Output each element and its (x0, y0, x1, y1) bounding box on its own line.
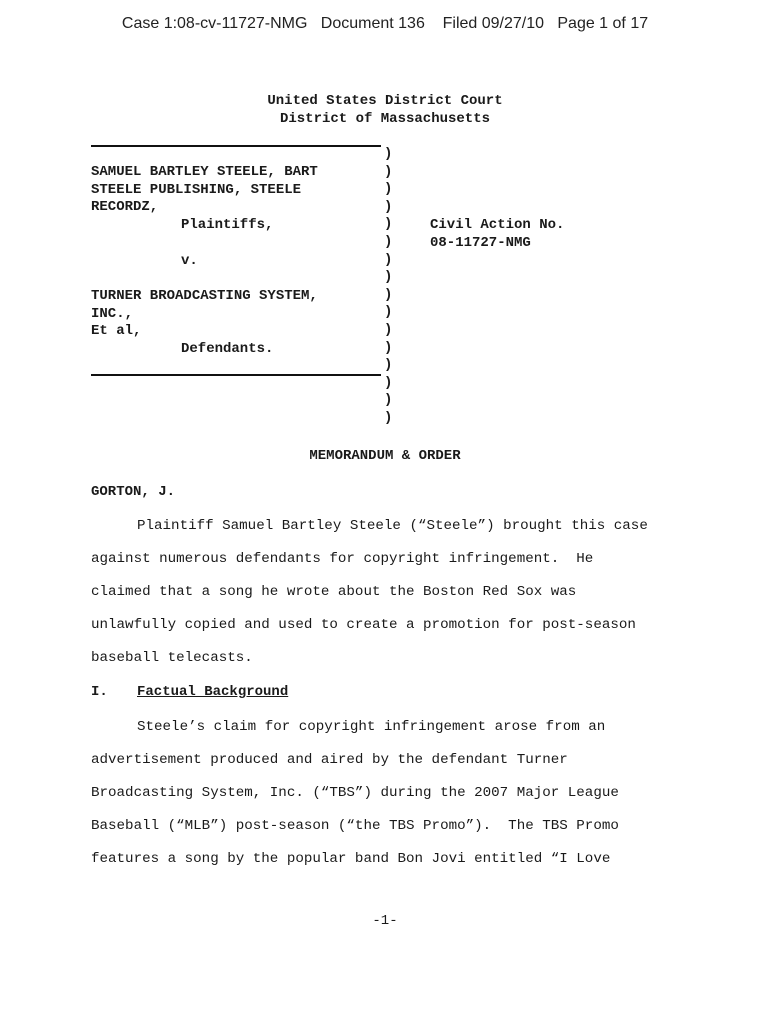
page-number: -1- (372, 913, 398, 929)
versus-label: v. (181, 253, 198, 269)
paragraph-2-line: advertisement produced and aired by the defendant Turner (91, 752, 568, 768)
paragraph-1-line: against numerous defendants for copyright infringement. He (91, 551, 594, 567)
court-name: United States District Court (267, 93, 503, 109)
defendant-name-line-3: Et al, (91, 323, 142, 339)
caption-paren-column: ) ) ) ) ) ) ) ) ) ) ) ) ) ) ) ) (384, 146, 393, 426)
paragraph-2-line: Baseball (“MLB”) post-season (“the TBS Promo”). The TBS Promo (91, 818, 619, 834)
paragraph-2-line: features a song by the popular band Bon Jovi entitled “I Love (91, 851, 611, 867)
plaintiff-name-line-2: STEELE PUBLISHING, STEELE (91, 182, 302, 198)
paragraph-1-line: Plaintiff Samuel Bartley Steele (“Steele”) brought this case (137, 518, 648, 534)
civil-action-label: Civil Action No. (430, 217, 565, 233)
paragraph-2-line: Broadcasting System, Inc. (“TBS”) during the 2007 Major League (91, 785, 619, 801)
caption-bottom-rule (91, 374, 381, 376)
judge-name: GORTON, J. (91, 484, 176, 500)
paragraph-1-line: claimed that a song he wrote about the Boston Red Sox was (91, 584, 577, 600)
plaintiff-name-line-3: RECORDZ, (91, 199, 159, 215)
section-number: I. (91, 684, 108, 700)
court-filing-stamp: Case 1:08-cv-11727-NMG Document 136 Filed 09/27/10 Page 1 of 17 (121, 15, 649, 32)
paragraph-1-line: baseball telecasts. (91, 650, 253, 666)
paragraph-2-line: Steele’s claim for copyright infringement arose from an (137, 719, 606, 735)
court-district: District of Massachusetts (279, 111, 491, 127)
defendant-name-line-2: INC., (91, 306, 134, 322)
paragraph-1-line: unlawfully copied and used to create a promotion for post-season (91, 617, 636, 633)
section-heading: Factual Background (137, 684, 289, 700)
defendants-label: Defendants. (181, 341, 274, 357)
defendant-name-line-1: TURNER BROADCASTING SYSTEM, (91, 288, 318, 304)
caption-top-rule (91, 145, 381, 147)
civil-action-number: 08-11727-NMG (430, 235, 531, 251)
plaintiffs-label: Plaintiffs, (181, 217, 274, 233)
plaintiff-name-line-1: SAMUEL BARTLEY STEELE, BART (91, 164, 318, 180)
document-title: MEMORANDUM & ORDER (309, 448, 461, 464)
